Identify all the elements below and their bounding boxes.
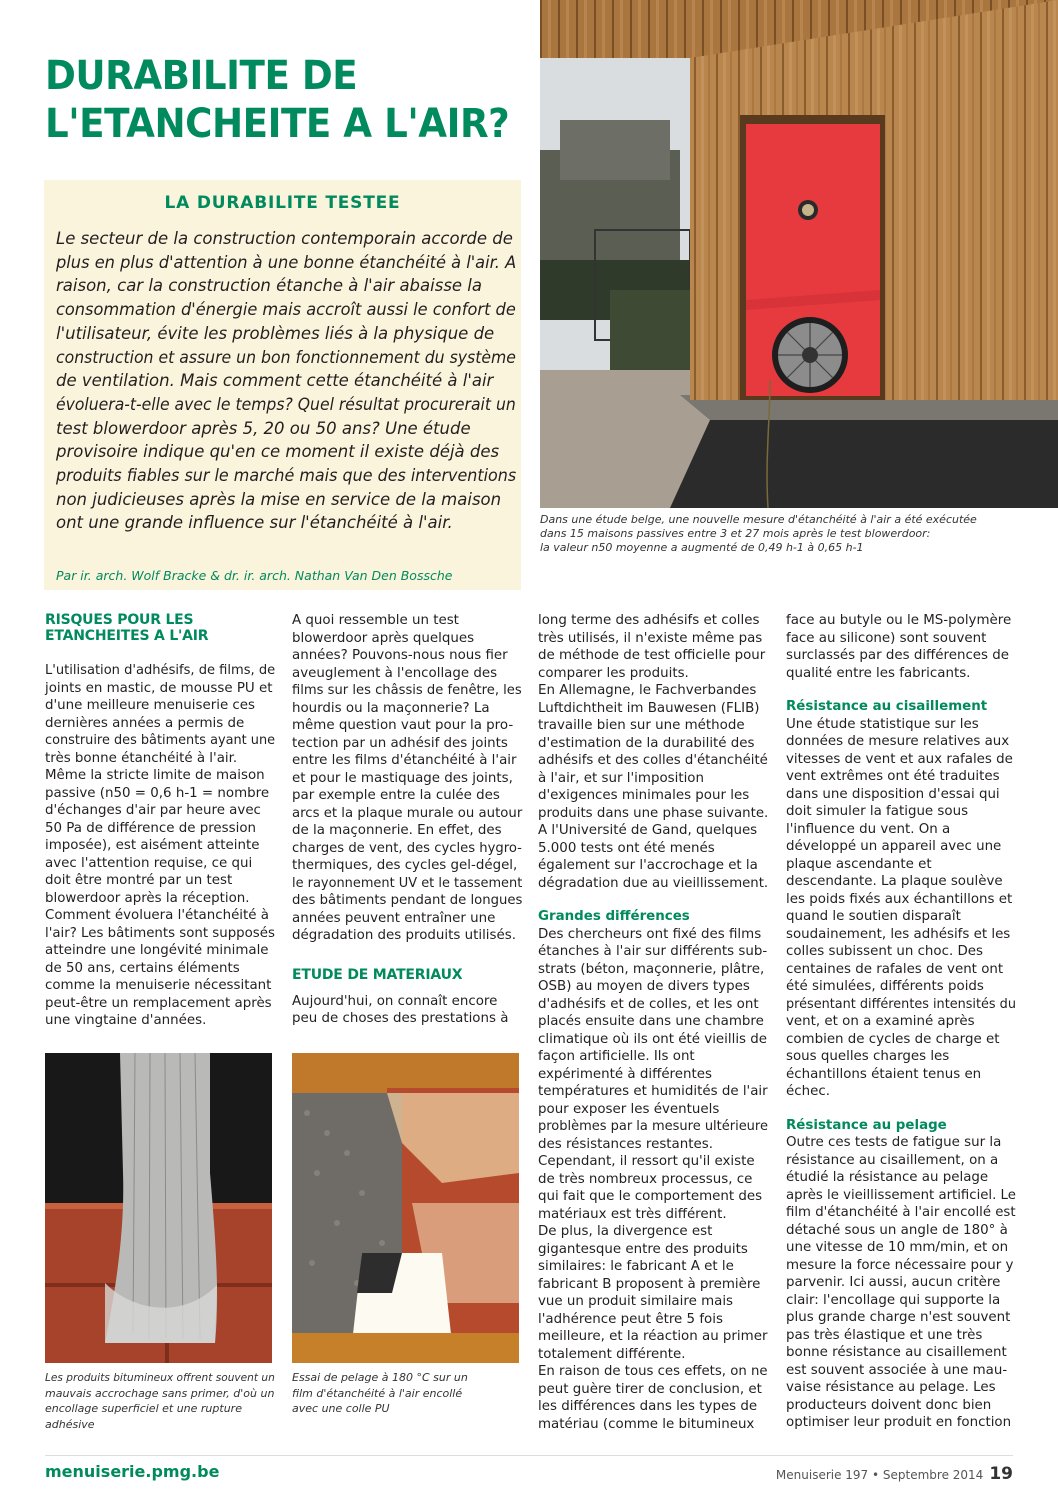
text-line: problèmes par la mesure ultérieure: [538, 1119, 768, 1134]
text-line: même question vaut pour la pro-: [292, 718, 514, 733]
text-line: sous quelles charges les: [786, 1049, 950, 1064]
text-line: par exemple entre la culée des: [292, 788, 500, 803]
text-line: construire des bâtiments ayant une: [45, 733, 276, 748]
text-line: matériaux est très différent.: [538, 1206, 727, 1222]
text-line: optimiser leur produit en fonction: [786, 1415, 1012, 1430]
caption-line: avec une colle PU: [292, 1402, 390, 1415]
intro-line: provisoire indique qu'en ce moment il existe déjà des: [56, 442, 500, 462]
text-line: charges de vent, des cycles hygro-: [292, 840, 522, 856]
text-line: échantillons étaient tenus en: [786, 1066, 982, 1082]
column-1: [45, 612, 275, 1030]
text-line: parvenir. Ici aussi, aucun critère: [786, 1275, 1001, 1290]
text-line: dans une disposition d'essai qui: [786, 786, 1000, 802]
text-line: l'adhérence peut être 5 fois: [538, 1311, 723, 1327]
text-line: films sur les châssis de fenêtre, les: [292, 683, 522, 698]
text-line: dégradation due au vieillissement.: [538, 875, 769, 891]
text-line: mesure la force nécessaire pour y: [786, 1257, 1014, 1273]
text-line: face au silicone) sont souvent: [786, 630, 987, 646]
text-line: climatique où ils ont été vieillis de: [538, 1031, 768, 1047]
text-line: également sur l'accrochage et la: [538, 858, 758, 873]
text-line: joints en mastic, de mousse PU et: [45, 680, 273, 696]
text-line: Des chercheurs ont fixé des films: [538, 926, 762, 942]
text-line: présentant différentes intensités du: [786, 996, 1016, 1012]
text-line: qui fait que le comportement des: [538, 1189, 763, 1204]
text-line: dégradation des produits utilisés.: [292, 928, 516, 943]
text-line: façon artificielle. Ils ont: [538, 1049, 695, 1064]
text-line: de méthode de test officielle pour: [538, 648, 766, 663]
intro-line: construction et assure un bon fonctionnement du système: [56, 347, 516, 367]
text-line: Luftdichtheit im Bauwesen (FLIB): [538, 700, 760, 716]
text-line: très utilisés, il n'existe même pas: [538, 630, 763, 646]
caption-line: Essai de pelage à 180 °C sur un: [292, 1371, 468, 1384]
text-line: comme la menuiserie nécessitant: [45, 978, 272, 993]
column-1-text: [45, 662, 275, 1030]
caption-line: Les produits bitumineux offrent souvent un: [45, 1371, 275, 1384]
caption-line: Dans une étude belge, une nouvelle mesure d'étanchéité à l'air a été exécutée: [540, 513, 977, 526]
caption-line: dans 15 maisons passives entre 3 et 27 mois après le test blowerdoor:: [540, 527, 931, 540]
text-line: quand le soutien disparaît: [786, 909, 961, 924]
intro-line: consommation d'énergie mais accroît aussi le confort de: [56, 300, 516, 320]
text-line: combien de cycles de charge et: [786, 1031, 1000, 1047]
intro-line: raison, car la construction étanche à l'air abaisse la: [56, 276, 483, 296]
text-line: années peuvent entraîner une: [292, 910, 496, 926]
hero-photo-caption: [540, 513, 980, 555]
caption-line: la valeur n50 moyenne a augmenté de 0,49 h-1 à 0,65 h-1: [540, 541, 864, 554]
title-line-2: L'ETANCHEITE A L'AIR?: [45, 101, 510, 147]
text-line: étanches à l'air sur différents sub-: [538, 944, 768, 959]
intro-line: évoluera-t-elle avec le temps? Quel résultat procurerait un: [56, 394, 516, 414]
text-line: face au butyle ou le MS-polymère: [786, 613, 1012, 628]
text-line: strats (béton, maçonnerie, plâtre,: [538, 961, 765, 977]
text-line: une vingtaine d'années.: [45, 1013, 207, 1028]
text-line: développé un appareil avec une: [786, 839, 1002, 854]
article-title: [45, 52, 510, 148]
text-line: peut guère tirer de conclusion, et: [538, 1381, 762, 1397]
footer-website[interactable]: menuiserie.pmg.be: [45, 1462, 220, 1481]
subheading-pelage: Résistance au pelage: [786, 1117, 947, 1133]
text-line: producteurs doivent donc bien: [786, 1397, 992, 1413]
text-line: gigantesque entre des produits: [538, 1241, 748, 1257]
text-line: colles subissent un choc. Des: [786, 944, 984, 959]
intro-line: ont une grande influence sur l'étanchéité à l'air.: [56, 513, 453, 533]
text-line: Même la stricte limite de maison: [45, 768, 265, 783]
text-line: d'estimation de la durabilité des: [538, 735, 755, 751]
text-line: Une étude statistique sur les: [786, 716, 979, 732]
heading-line: RISQUES POUR LES: [45, 612, 194, 628]
text-line: est souvent associée à une mau-: [786, 1362, 1008, 1378]
intro-line: test blowerdoor après 5, 20 ou 50 ans? Une étude: [56, 418, 471, 438]
text-line: produits dans une phase suivante.: [538, 805, 769, 821]
text-line: peu de choses des prestations à: [292, 1011, 509, 1026]
text-line: placés ensuite dans une chambre: [538, 1014, 764, 1029]
text-line: soudainement, les adhésifs et les: [786, 926, 1011, 942]
section-heading-materiaux: ETUDE DE MATERIAUX: [292, 966, 463, 983]
text-line: détaché sous un angle de 180° à: [786, 1222, 1008, 1238]
text-line: totalement différente.: [538, 1346, 686, 1362]
text-line: fabricant B proposent à première: [538, 1276, 761, 1292]
text-line: vent, et on a examiné après: [786, 1014, 975, 1029]
text-line: Aujourd'hui, on connaît encore: [292, 993, 498, 1009]
text-line: doit être montré par un test: [45, 873, 233, 888]
photo-2-caption: [292, 1370, 522, 1417]
text-line: A l'Université de Gand, quelques: [538, 823, 758, 838]
text-line: le rayonnement UV et le tassement: [292, 875, 523, 891]
text-line: plus grande charge n'est souvent: [786, 1310, 1011, 1325]
text-line: échec.: [786, 1084, 830, 1099]
text-line: aveuglement à l'encollage des: [292, 665, 498, 681]
text-line: vaise résistance au pelage. Les: [786, 1380, 996, 1395]
text-line: de 50 ans, certains éléments: [45, 960, 240, 976]
text-line: entre les films d'étanchéité à l'air: [292, 753, 517, 768]
text-line: tection par un adhésif des joints: [292, 735, 508, 751]
text-line: pour exposer les éventuels: [538, 1101, 720, 1117]
text-line: doit simuler la fatigue sous: [786, 804, 969, 819]
text-line: surclassés par des différences de: [786, 648, 1010, 663]
intro-paragraph: [56, 227, 516, 535]
column-2: [292, 612, 522, 1028]
title-line-1: DURABILITE DE: [45, 53, 358, 99]
caption-line: film d'étanchéité à l'air encollé: [292, 1386, 463, 1400]
text-line: Outre ces tests de fatigue sur la: [786, 1135, 1002, 1150]
text-line: imposée), est aisément atteinte: [45, 838, 260, 853]
text-line: l'air? Les bâtiments sont supposés: [45, 925, 275, 941]
caption-line: mauvais accrochage sans primer, d'où un: [45, 1386, 275, 1400]
text-line: très bonne étanchéité à l'air.: [45, 750, 238, 766]
text-line: les poids fixés aux échantillons et: [786, 891, 1013, 907]
intro-box: [44, 180, 521, 590]
footer-issue: [776, 1464, 1013, 1484]
text-line: données de mesure relatives aux: [786, 734, 1010, 749]
section-heading-risques: [45, 612, 275, 644]
text-line: blowerdoor après quelques: [292, 630, 475, 646]
peel-test-photo: [292, 1053, 519, 1363]
photo-1-caption: [45, 1370, 275, 1432]
text-line: dernières années a permis de: [45, 715, 245, 731]
intro-heading: LA DURABILITE TESTEE: [164, 193, 401, 213]
text-line: d'une meilleure menuiserie ces: [45, 698, 256, 713]
text-line: après le vieillissement artificiel. Le: [786, 1187, 1016, 1203]
text-line: et pour le mastiquage des joints,: [292, 770, 513, 786]
text-line: avec l'attention requise, ce qui: [45, 855, 253, 871]
text-line: blowerdoor après la réception.: [45, 890, 250, 906]
text-line: film d'étanchéité à l'air encollé est: [786, 1205, 1016, 1220]
text-line: de très nombreux processus, ce: [538, 1171, 753, 1187]
text-line: une vitesse de 10 mm/min, et on: [786, 1240, 1009, 1255]
text-line: de la maçonnerie. En effet, des: [292, 823, 502, 838]
text-line: vent extrêmes ont été traduites: [786, 769, 1000, 784]
text-line: travaille bien sur une méthode: [538, 718, 745, 733]
caption-line: adhésive: [45, 1417, 95, 1431]
text-line: d'adhésifs et de colles, et les ont: [538, 996, 759, 1012]
heading-line: ETANCHEITES A L'AIR: [45, 628, 209, 644]
text-line: hourdis ou la maçonnerie? La: [292, 700, 490, 716]
intro-line: l'utilisateur, évite les problèmes liés à la physique de: [56, 323, 495, 343]
text-line: descendante. La plaque soulève: [786, 874, 1003, 889]
text-line: similaires: le fabricant A et le: [538, 1259, 734, 1274]
intro-line: non judicieuses après la mise en service de la maison: [56, 489, 502, 509]
text-line: qualité entre les fabricants.: [786, 665, 971, 681]
text-line: adhésifs et des colles d'étanchéité: [538, 753, 768, 768]
text-line: En Allemagne, le Fachverbandes: [538, 683, 757, 698]
text-line: arcs et la plaque murale ou autour: [292, 805, 523, 821]
issue-label: Menuiserie 197 • Septembre 2014: [775, 1468, 984, 1482]
text-line: De plus, la divergence est: [538, 1224, 713, 1239]
text-line: des résistances restantes.: [538, 1136, 713, 1152]
text-line: matériau (comme le bitumineux: [538, 1416, 755, 1432]
intro-line: plus en plus d'attention à une bonne étanchéité à l'air. A: [56, 252, 517, 272]
intro-line: de ventilation. Mais comment cette étanchéité à l'air: [56, 371, 494, 391]
footer-divider: [45, 1455, 1013, 1456]
column-4: [786, 612, 1016, 1432]
text-line: Comment évoluera l'étanchéité à: [45, 908, 269, 923]
text-line: étudié la résistance au pelage: [786, 1170, 989, 1185]
text-line: vue un produit similaire mais: [538, 1294, 734, 1309]
text-line: été simulées, différents poids: [786, 979, 984, 994]
column-3: [538, 612, 768, 1433]
text-line: résistance au cisaillement, on a: [786, 1152, 999, 1168]
blowerdoor-photo: [540, 0, 1058, 508]
text-line: long terme des adhésifs et colles: [538, 613, 760, 628]
text-line: OSB) au moyen de divers types: [538, 979, 750, 994]
text-line: d'exigences minimales pour les: [538, 788, 750, 803]
article-authors: Par ir. arch. Wolf Bracke & dr. ir. arch. Nathan Van Den Bossche: [56, 568, 453, 583]
text-line: 5.000 tests ont été menés: [538, 840, 715, 856]
text-line: bonne résistance au cisaillement: [786, 1345, 1007, 1360]
text-line: clair: l'encollage qui supporte la: [786, 1292, 1001, 1308]
text-line: 50 Pa de différence de pression: [45, 820, 256, 836]
text-line: à l'air, et sur l'imposition: [538, 770, 704, 786]
text-line: Cependant, il ressort qu'il existe: [538, 1154, 755, 1169]
text-line: expérimenté à différentes: [538, 1066, 712, 1082]
text-line: thermiques, des cycles gel-dégel,: [292, 858, 518, 873]
text-line: comparer les produits.: [538, 665, 689, 681]
intro-line: Le secteur de la construction contemporain accorde de: [56, 229, 513, 248]
text-line: En raison de tous ces effets, on ne: [538, 1364, 768, 1379]
text-line: meilleure, et la réaction au primer: [538, 1329, 768, 1344]
text-line: peut-être un remplacement après: [45, 995, 272, 1011]
text-line: des bâtiments pendant de longues: [292, 893, 523, 908]
text-line: atteindre une longévité minimale: [45, 943, 269, 958]
text-line: L'utilisation d'adhésifs, de films, de: [45, 663, 276, 678]
text-line: années? Pouvons-nous nous fier: [292, 648, 508, 663]
text-line: l'influence du vent. On a: [786, 821, 951, 837]
text-line: centaines de rafales de vent ont: [786, 961, 1004, 977]
text-line: pas très élastique et une très: [786, 1327, 983, 1343]
subheading-grandes-differences: Grandes différences: [538, 909, 690, 924]
caption-line: encollage superficiel et une rupture: [45, 1402, 242, 1415]
subheading-cisaillement: Résistance au cisaillement: [786, 699, 988, 714]
text-line: passive (n50 = 0,6 h-1 = nombre: [45, 785, 270, 801]
text-line: températures et humidités de l'air: [538, 1084, 768, 1099]
page-number: 19: [989, 1464, 1013, 1484]
bitumen-tape-photo: [45, 1053, 272, 1363]
text-line: plaque ascendante et: [786, 856, 932, 872]
text-line: d'échanges d'air par heure avec: [45, 803, 261, 818]
text-line: A quoi ressemble un test: [292, 613, 459, 628]
text-line: vitesses de vent et aux rafales de: [786, 751, 1013, 767]
intro-line: produits fiables sur le marché mais que des interventions: [56, 466, 517, 486]
text-line: les différences dans les types de: [538, 1399, 758, 1414]
